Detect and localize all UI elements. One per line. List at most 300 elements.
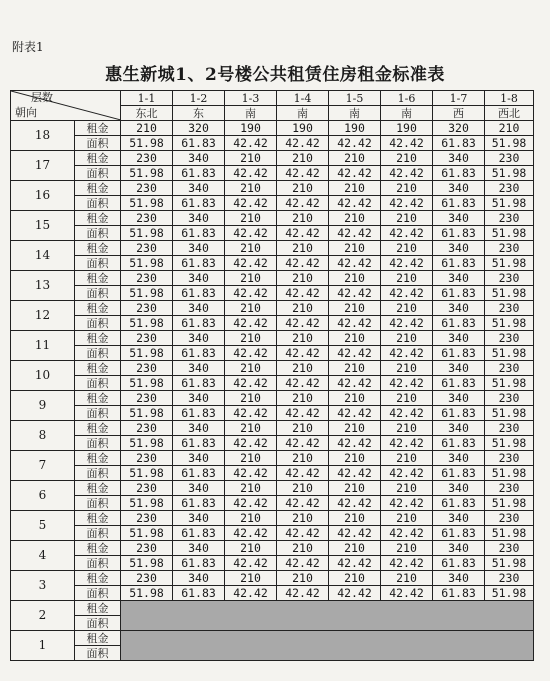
rent-label: 租金	[75, 361, 121, 376]
rent-cell: 210	[225, 511, 277, 526]
area-label: 面积	[75, 196, 121, 211]
rent-cell: 230	[485, 391, 534, 406]
area-cell: 61.83	[433, 526, 485, 541]
rent-cell: 340	[173, 391, 225, 406]
rent-cell: 210	[277, 541, 329, 556]
rent-cell: 210	[225, 271, 277, 286]
area-cell: 42.42	[381, 226, 433, 241]
appendix-label: 附表1	[12, 40, 44, 54]
area-cell: 61.83	[173, 496, 225, 511]
area-cell: 42.42	[225, 496, 277, 511]
rent-label: 租金	[75, 541, 121, 556]
area-cell: 42.42	[329, 496, 381, 511]
area-cell: 42.42	[225, 316, 277, 331]
area-label: 面积	[75, 316, 121, 331]
floor-number: 3	[11, 571, 75, 601]
rent-cell: 210	[381, 481, 433, 496]
floor-area-row	[11, 256, 534, 271]
rent-cell: 210	[225, 421, 277, 436]
area-cell: 51.98	[485, 556, 534, 571]
area-cell: 42.42	[277, 406, 329, 421]
area-cell: 51.98	[485, 136, 534, 151]
floor-number: 12	[11, 301, 75, 331]
floor-number: 16	[11, 181, 75, 211]
rent-cell: 210	[329, 271, 381, 286]
floor-number: 15	[11, 211, 75, 241]
area-cell: 42.42	[225, 166, 277, 181]
rent-cell: 210	[329, 541, 381, 556]
area-cell: 42.42	[225, 196, 277, 211]
floor-number: 13	[11, 271, 75, 301]
rent-cell: 210	[329, 181, 381, 196]
rent-cell: 210	[225, 211, 277, 226]
floor-rent-row	[11, 451, 534, 466]
area-cell: 61.83	[433, 226, 485, 241]
rent-cell: 340	[433, 241, 485, 256]
area-cell: 51.98	[121, 586, 173, 601]
area-cell: 42.42	[225, 526, 277, 541]
rent-cell: 210	[277, 301, 329, 316]
orientation-header: 西北	[485, 106, 534, 121]
area-cell: 51.98	[121, 226, 173, 241]
rent-cell: 210	[329, 241, 381, 256]
floor-rent-row	[11, 571, 534, 586]
floor-area-row	[11, 196, 534, 211]
rent-cell: 230	[121, 211, 173, 226]
area-cell: 42.42	[381, 196, 433, 211]
area-label: 面积	[75, 466, 121, 481]
area-cell: 42.42	[381, 436, 433, 451]
floor-area-row	[11, 346, 534, 361]
unit-header: 1-8	[485, 91, 534, 106]
area-cell: 61.83	[433, 466, 485, 481]
area-label: 面积	[75, 556, 121, 571]
area-cell: 61.83	[433, 436, 485, 451]
floor-rent-row	[11, 331, 534, 346]
area-cell: 51.98	[485, 256, 534, 271]
rent-cell: 340	[173, 421, 225, 436]
rent-label: 租金	[75, 451, 121, 466]
rent-cell: 340	[433, 271, 485, 286]
area-cell: 61.83	[173, 166, 225, 181]
rent-cell: 210	[381, 211, 433, 226]
area-cell: 51.98	[485, 406, 534, 421]
rent-cell: 230	[121, 241, 173, 256]
rent-cell: 210	[329, 211, 381, 226]
rent-cell: 210	[225, 451, 277, 466]
area-cell: 42.42	[381, 316, 433, 331]
header-row-units	[11, 91, 534, 106]
rent-cell: 340	[433, 571, 485, 586]
area-cell: 42.42	[277, 316, 329, 331]
area-cell: 42.42	[381, 166, 433, 181]
area-cell: 42.42	[329, 136, 381, 151]
rent-cell: 230	[485, 271, 534, 286]
area-label: 面积	[75, 346, 121, 361]
area-cell: 61.83	[173, 406, 225, 421]
rent-label: 租金	[75, 421, 121, 436]
area-cell: 42.42	[277, 196, 329, 211]
rent-cell: 230	[485, 181, 534, 196]
rent-label: 租金	[75, 241, 121, 256]
floor-rent-row	[11, 361, 534, 376]
floor-area-row	[11, 526, 534, 541]
rent-cell: 230	[121, 421, 173, 436]
rent-cell: 340	[433, 331, 485, 346]
rent-cell: 210	[381, 301, 433, 316]
area-cell: 51.98	[485, 436, 534, 451]
area-label: 面积	[75, 646, 121, 661]
area-cell: 61.83	[433, 136, 485, 151]
rent-cell: 210	[277, 451, 329, 466]
rent-cell: 210	[381, 451, 433, 466]
area-cell: 51.98	[485, 196, 534, 211]
unit-header: 1-1	[121, 91, 173, 106]
area-cell: 51.98	[485, 166, 534, 181]
floor-number: 10	[11, 361, 75, 391]
rent-cell: 190	[277, 121, 329, 136]
rent-cell: 210	[485, 121, 534, 136]
area-cell: 42.42	[381, 136, 433, 151]
area-cell: 42.42	[329, 316, 381, 331]
area-cell: 42.42	[329, 346, 381, 361]
rent-cell: 340	[433, 361, 485, 376]
area-cell: 51.98	[121, 556, 173, 571]
orientation-header: 南	[225, 106, 277, 121]
area-cell: 61.83	[173, 286, 225, 301]
rent-cell: 340	[433, 511, 485, 526]
area-label: 面积	[75, 376, 121, 391]
area-cell: 61.83	[433, 556, 485, 571]
area-label: 面积	[75, 406, 121, 421]
area-cell: 42.42	[381, 376, 433, 391]
rent-cell: 340	[173, 451, 225, 466]
area-cell: 61.83	[173, 436, 225, 451]
rent-cell: 230	[121, 391, 173, 406]
area-label: 面积	[75, 226, 121, 241]
area-cell: 51.98	[121, 196, 173, 211]
area-cell: 42.42	[381, 556, 433, 571]
rent-cell: 210	[225, 181, 277, 196]
rent-label: 租金	[75, 391, 121, 406]
floor-rent-row	[11, 601, 534, 616]
floor-area-row	[11, 556, 534, 571]
area-cell: 51.98	[485, 286, 534, 301]
orientation-header: 南	[277, 106, 329, 121]
floor-rent-row	[11, 541, 534, 556]
orientation-header: 西	[433, 106, 485, 121]
rent-cell: 210	[225, 331, 277, 346]
rent-label: 租金	[75, 331, 121, 346]
area-cell: 51.98	[485, 316, 534, 331]
area-cell: 42.42	[381, 406, 433, 421]
rent-cell: 340	[433, 481, 485, 496]
rent-cell: 210	[225, 151, 277, 166]
floor-rent-row	[11, 151, 534, 166]
rent-cell: 340	[433, 541, 485, 556]
rent-cell: 230	[485, 481, 534, 496]
floor-area-row	[11, 436, 534, 451]
area-cell: 61.83	[433, 196, 485, 211]
rent-cell: 210	[121, 121, 173, 136]
area-cell: 51.98	[485, 376, 534, 391]
rent-cell: 210	[381, 511, 433, 526]
area-label: 面积	[75, 616, 121, 631]
area-cell: 42.42	[381, 496, 433, 511]
rent-label: 租金	[75, 121, 121, 136]
rent-cell: 230	[485, 421, 534, 436]
rent-cell: 210	[277, 421, 329, 436]
rent-cell: 340	[173, 211, 225, 226]
orientation-header: 东	[173, 106, 225, 121]
rent-cell: 230	[485, 511, 534, 526]
rent-cell: 190	[329, 121, 381, 136]
shaded-empty-cell	[121, 601, 534, 631]
rent-cell: 340	[173, 481, 225, 496]
area-cell: 42.42	[277, 466, 329, 481]
rent-cell: 210	[277, 181, 329, 196]
area-label: 面积	[75, 256, 121, 271]
area-cell: 61.83	[433, 166, 485, 181]
area-cell: 42.42	[329, 526, 381, 541]
rent-cell: 210	[277, 481, 329, 496]
area-cell: 61.83	[173, 556, 225, 571]
area-cell: 61.83	[433, 286, 485, 301]
area-label: 面积	[75, 136, 121, 151]
area-cell: 42.42	[329, 226, 381, 241]
corner-orientation-label: 朝向	[15, 106, 37, 119]
area-cell: 42.42	[277, 136, 329, 151]
area-cell: 61.83	[433, 346, 485, 361]
area-cell: 61.83	[433, 256, 485, 271]
rent-cell: 230	[485, 211, 534, 226]
area-cell: 61.83	[173, 586, 225, 601]
rent-cell: 230	[485, 241, 534, 256]
floor-number: 8	[11, 421, 75, 451]
area-cell: 51.98	[121, 286, 173, 301]
area-cell: 51.98	[485, 526, 534, 541]
rent-cell: 210	[381, 331, 433, 346]
area-cell: 42.42	[225, 346, 277, 361]
area-cell: 51.98	[121, 526, 173, 541]
area-cell: 61.83	[173, 526, 225, 541]
rent-cell: 190	[381, 121, 433, 136]
floor-rent-row	[11, 181, 534, 196]
floor-number: 14	[11, 241, 75, 271]
area-cell: 42.42	[329, 166, 381, 181]
floor-number: 18	[11, 121, 75, 151]
rent-cell: 230	[485, 451, 534, 466]
rent-cell: 340	[173, 511, 225, 526]
area-cell: 42.42	[381, 586, 433, 601]
area-cell: 51.98	[121, 256, 173, 271]
area-cell: 61.83	[433, 316, 485, 331]
area-label: 面积	[75, 586, 121, 601]
area-cell: 42.42	[277, 526, 329, 541]
area-cell: 51.98	[485, 586, 534, 601]
area-cell: 42.42	[277, 346, 329, 361]
rent-cell: 340	[173, 361, 225, 376]
area-cell: 61.83	[433, 406, 485, 421]
rent-cell: 210	[381, 181, 433, 196]
rent-cell: 340	[433, 211, 485, 226]
shaded-empty-cell	[121, 631, 534, 661]
area-cell: 42.42	[381, 286, 433, 301]
rent-cell: 210	[225, 361, 277, 376]
rent-label: 租金	[75, 511, 121, 526]
area-cell: 51.98	[121, 166, 173, 181]
area-cell: 42.42	[277, 376, 329, 391]
area-cell: 51.98	[485, 466, 534, 481]
floor-number: 4	[11, 541, 75, 571]
rent-cell: 210	[277, 391, 329, 406]
rent-cell: 210	[329, 511, 381, 526]
area-cell: 42.42	[329, 376, 381, 391]
area-label: 面积	[75, 436, 121, 451]
rent-cell: 340	[433, 421, 485, 436]
rent-cell: 210	[277, 151, 329, 166]
rent-cell: 230	[121, 301, 173, 316]
rent-cell: 210	[277, 241, 329, 256]
rent-cell: 210	[329, 391, 381, 406]
rent-label: 租金	[75, 151, 121, 166]
rent-cell: 340	[173, 571, 225, 586]
orientation-header: 南	[329, 106, 381, 121]
rent-cell: 210	[277, 571, 329, 586]
rent-label: 租金	[75, 481, 121, 496]
area-cell: 51.98	[485, 496, 534, 511]
area-cell: 42.42	[329, 556, 381, 571]
rent-label: 租金	[75, 211, 121, 226]
rent-cell: 340	[173, 151, 225, 166]
area-cell: 42.42	[277, 286, 329, 301]
area-cell: 51.98	[485, 346, 534, 361]
rent-cell: 230	[485, 571, 534, 586]
rent-cell: 210	[225, 541, 277, 556]
rent-cell: 230	[485, 301, 534, 316]
floor-number: 9	[11, 391, 75, 421]
area-cell: 61.83	[173, 226, 225, 241]
rent-cell: 210	[277, 211, 329, 226]
rent-cell: 210	[225, 301, 277, 316]
corner-floors-label: 层数	[31, 91, 53, 104]
area-cell: 42.42	[277, 166, 329, 181]
floor-area-row	[11, 376, 534, 391]
rent-cell: 210	[329, 151, 381, 166]
rent-cell: 230	[121, 451, 173, 466]
floor-rent-row	[11, 271, 534, 286]
rent-cell: 320	[173, 121, 225, 136]
area-cell: 51.98	[121, 346, 173, 361]
rent-cell: 210	[381, 421, 433, 436]
area-cell: 61.83	[173, 256, 225, 271]
rent-table-body	[11, 91, 534, 661]
area-cell: 51.98	[121, 136, 173, 151]
floor-area-row	[11, 586, 534, 601]
area-label: 面积	[75, 166, 121, 181]
orientation-header: 东北	[121, 106, 173, 121]
floor-area-row	[11, 166, 534, 181]
rent-cell: 210	[329, 361, 381, 376]
area-cell: 42.42	[329, 286, 381, 301]
floor-rent-row	[11, 631, 534, 646]
area-cell: 51.98	[121, 496, 173, 511]
rent-cell: 210	[381, 541, 433, 556]
rent-cell: 210	[381, 241, 433, 256]
floor-rent-row	[11, 301, 534, 316]
rent-cell: 230	[485, 331, 534, 346]
area-cell: 42.42	[277, 556, 329, 571]
floor-area-row	[11, 466, 534, 481]
rent-cell: 210	[329, 481, 381, 496]
floor-rent-row	[11, 241, 534, 256]
rent-cell: 230	[121, 331, 173, 346]
area-cell: 42.42	[277, 226, 329, 241]
floor-number: 6	[11, 481, 75, 511]
area-cell: 51.98	[121, 376, 173, 391]
area-cell: 42.42	[381, 256, 433, 271]
area-cell: 51.98	[121, 316, 173, 331]
area-cell: 42.42	[277, 586, 329, 601]
rent-cell: 230	[121, 361, 173, 376]
area-label: 面积	[75, 496, 121, 511]
rent-cell: 230	[485, 541, 534, 556]
area-cell: 42.42	[225, 586, 277, 601]
page-title: 惠生新城1、2号楼公共租赁住房租金标准表	[105, 65, 445, 85]
area-cell: 42.42	[225, 136, 277, 151]
area-label: 面积	[75, 526, 121, 541]
unit-header: 1-4	[277, 91, 329, 106]
unit-header: 1-7	[433, 91, 485, 106]
area-cell: 51.98	[121, 406, 173, 421]
corner-header	[11, 91, 121, 121]
rent-label: 租金	[75, 181, 121, 196]
rent-cell: 340	[173, 331, 225, 346]
area-cell: 61.83	[173, 316, 225, 331]
area-cell: 42.42	[329, 196, 381, 211]
area-cell: 42.42	[225, 556, 277, 571]
orientation-header: 南	[381, 106, 433, 121]
unit-header: 1-2	[173, 91, 225, 106]
area-cell: 42.42	[225, 466, 277, 481]
area-cell: 51.98	[121, 436, 173, 451]
area-cell: 42.42	[277, 256, 329, 271]
area-cell: 61.83	[433, 586, 485, 601]
area-cell: 42.42	[381, 526, 433, 541]
rent-table	[10, 90, 534, 661]
area-cell: 42.42	[225, 436, 277, 451]
rent-cell: 230	[121, 271, 173, 286]
rent-cell: 210	[381, 361, 433, 376]
rent-cell: 210	[329, 301, 381, 316]
area-cell: 42.42	[277, 496, 329, 511]
area-cell: 42.42	[381, 466, 433, 481]
rent-cell: 320	[433, 121, 485, 136]
rent-cell: 210	[277, 361, 329, 376]
rent-cell: 340	[173, 241, 225, 256]
rent-cell: 340	[173, 271, 225, 286]
area-cell: 61.83	[173, 346, 225, 361]
rent-cell: 230	[485, 151, 534, 166]
area-cell: 42.42	[277, 436, 329, 451]
area-cell: 42.42	[329, 406, 381, 421]
unit-header: 1-3	[225, 91, 277, 106]
rent-cell: 230	[121, 151, 173, 166]
rent-cell: 230	[121, 481, 173, 496]
rent-cell: 210	[381, 151, 433, 166]
floor-number: 5	[11, 511, 75, 541]
area-cell: 42.42	[329, 256, 381, 271]
